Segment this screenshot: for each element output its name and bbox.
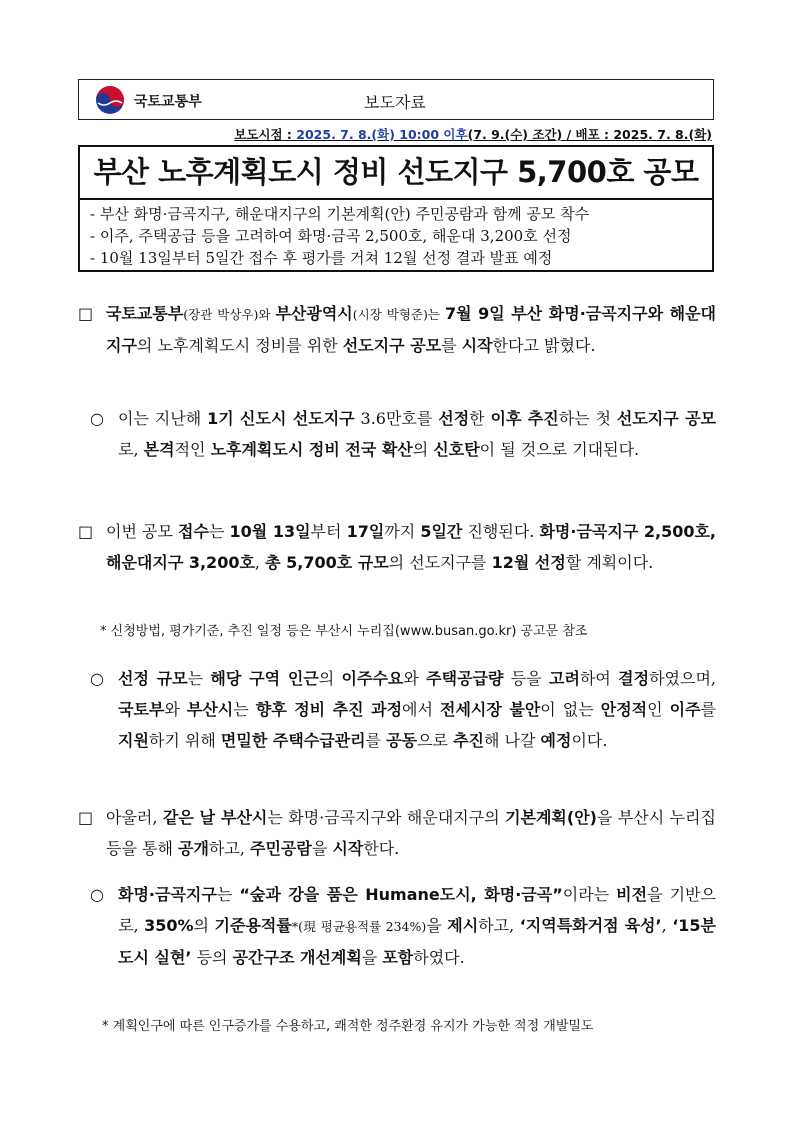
- text-segment: 해 나갈: [484, 731, 541, 750]
- text-segment: 한: [469, 409, 491, 428]
- text-segment: 면밀한 주택수급관리: [220, 731, 366, 750]
- text-segment: 노후계획도시 정비 전국 확산: [210, 440, 413, 459]
- text-segment: 예정: [540, 731, 572, 750]
- text-segment: 비전: [616, 885, 648, 904]
- text-segment: 부산광역시: [275, 304, 353, 323]
- text-segment: 선도지구 공모: [342, 336, 442, 355]
- box-bullet: □: [78, 522, 94, 541]
- subtitle-line: - 10월 13일부터 5일간 접수 후 평가를 거쳐 12월 선정 결과 발표 예정: [90, 249, 553, 267]
- footnote-1: [100, 622, 587, 642]
- embargo-prefix: 보도시점 :: [234, 127, 297, 142]
- text-segment: 는: [187, 669, 211, 688]
- text-segment: 이 없는: [540, 700, 601, 719]
- text-segment: 한다.: [363, 839, 400, 858]
- text-segment: 지원: [118, 731, 149, 750]
- text-segment: 을: [311, 839, 333, 858]
- text-segment: 부터: [310, 522, 347, 541]
- subtitle-box: [78, 200, 714, 272]
- text-segment: *(現 평균용적률 234%): [291, 919, 427, 934]
- circle-bullet: ○: [90, 409, 104, 428]
- text-segment: 을 기반으로,: [118, 885, 716, 935]
- text-segment: 포함: [382, 948, 414, 967]
- text-segment: 하고,: [208, 839, 251, 858]
- embargo-line: [0, 125, 712, 143]
- text-segment: ‘15분 도시 실현’: [118, 916, 717, 967]
- box-bullet: □: [78, 304, 94, 323]
- paragraph-2: [78, 516, 717, 578]
- subtitle-line: - 이주, 주택공급 등을 고려하여 화명·금곡 2,500호, 해운대 3,200호 선정: [90, 227, 572, 245]
- text-segment: 17일: [346, 522, 385, 541]
- text-segment: 12월 선정: [491, 553, 566, 572]
- text-segment: 의 노후계획도시 정비를 위한: [136, 336, 343, 355]
- text-segment: 국토교통부: [106, 304, 184, 323]
- text-segment: 화명·금곡지구 2,500호, 해운대지구 3,200호: [106, 522, 717, 572]
- text-segment: 를: [441, 336, 462, 355]
- text-segment: 할 계획이다.: [565, 553, 654, 572]
- text-segment: 주택공급량: [426, 669, 504, 688]
- text-segment: 공간구조 개선계획: [232, 948, 362, 967]
- text-segment: 350%: [144, 916, 194, 935]
- text-segment: 적인: [174, 440, 211, 459]
- text-segment: 신호탄: [433, 440, 480, 459]
- text-segment: 부산시: [186, 700, 234, 719]
- text-segment: 을: [426, 916, 448, 935]
- text-segment: 안정적: [600, 700, 648, 719]
- text-segment: 를: [365, 731, 387, 750]
- text-segment: 전세시장 불안: [440, 700, 541, 719]
- text-segment: 이라는: [562, 885, 617, 904]
- text-segment: 을: [361, 948, 383, 967]
- box-bullet: □: [78, 808, 94, 827]
- header-box: [78, 79, 714, 120]
- ministry-logo-icon: [95, 85, 125, 115]
- text-segment: 이주수요: [341, 669, 404, 688]
- text-segment: 으로: [417, 731, 454, 750]
- note-marker: *: [100, 624, 107, 639]
- text-segment: 이주: [669, 700, 701, 719]
- text-segment: 본격: [143, 440, 175, 459]
- text-segment: 아울러,: [106, 808, 163, 827]
- embargo-date: 2025. 7. 8.(화) 10:00 이후: [296, 127, 468, 142]
- paragraph-1: [78, 298, 717, 361]
- paragraph-2a: [90, 663, 717, 756]
- text-segment: 이번 공모: [106, 522, 179, 541]
- text-segment: 하였다.: [413, 948, 465, 967]
- text-segment: ‘지역특화거점 육성’: [519, 916, 662, 935]
- text-segment: 를: [700, 700, 717, 719]
- text-segment: 의: [193, 916, 215, 935]
- text-segment: 로,: [118, 440, 144, 459]
- text-segment: 제시: [447, 916, 479, 935]
- note-text: 신청방법, 평가기준, 추진 일정 등은 부산시 누리집(www.busan.go.kr) 공고문 참조: [110, 624, 588, 639]
- text-segment: 하였으며,: [649, 669, 716, 688]
- text-segment: 이는 지난해: [118, 409, 208, 428]
- text-segment: 등을: [503, 669, 549, 688]
- text-segment: 와: [164, 700, 187, 719]
- text-segment: 3.6만호를: [354, 409, 439, 428]
- text-segment: 같은 날 부산시: [162, 808, 268, 827]
- text-segment: 고려: [549, 669, 580, 688]
- text-segment: 이후 추진: [490, 409, 559, 428]
- text-segment: 10월 13일: [229, 522, 311, 541]
- text-segment: 와: [403, 669, 427, 688]
- text-segment: 총 5,700호 규모: [265, 553, 389, 572]
- subtitle-line: - 부산 화명·금곡지구, 해운대지구의 기본계획(안) 주민공람과 함께 공모 착수: [90, 205, 590, 223]
- text-segment: 공개: [178, 839, 209, 858]
- circle-bullet: ○: [90, 885, 104, 904]
- text-segment: (시장 박형준)는: [352, 307, 445, 322]
- embargo-suffix: (7. 9.(수) 조간) / 배포 : 2025. 7. 8.(화): [467, 127, 712, 142]
- text-segment: 을 부산시 누리집 등을 통해: [106, 808, 716, 858]
- text-segment: 1기 신도시 선도지구: [207, 409, 355, 428]
- text-segment: 선도지구 공모: [616, 409, 717, 428]
- text-segment: 하는 첫: [558, 409, 617, 428]
- text-segment: 접수: [178, 522, 209, 541]
- org-name: 국토교통부: [134, 94, 202, 110]
- text-segment: 주민공람: [250, 839, 312, 858]
- page-title: 부산 노후계획도시 정비 선도지구 5,700호 공모: [93, 155, 699, 189]
- text-segment: 공동: [386, 731, 418, 750]
- text-segment: 까지: [384, 522, 421, 541]
- text-segment: 기준용적률: [214, 916, 292, 935]
- paragraph-3a: [90, 879, 717, 973]
- text-segment: 는: [208, 522, 230, 541]
- paragraph-3: [78, 802, 716, 864]
- note-text: 계획인구에 따른 인구증가를 수용하고, 쾌적한 정주환경 유지가 가능한 적정 개발밀도: [112, 1019, 594, 1034]
- text-segment: 이 될 것으로 기대된다.: [479, 440, 640, 459]
- note-marker: *: [102, 1019, 109, 1034]
- text-segment: ,: [254, 553, 266, 572]
- text-segment: 향후 정비 추진 과정: [255, 700, 403, 719]
- text-segment: 추진: [453, 731, 484, 750]
- text-segment: 는 화명·금곡지구와 해운대지구의: [267, 808, 506, 827]
- footnote-2: [102, 1017, 594, 1037]
- text-segment: 시작: [332, 839, 364, 858]
- doc-type-label: 보도자료: [364, 93, 426, 112]
- text-segment: 하여: [579, 669, 619, 688]
- text-segment: 하기 위해: [148, 731, 221, 750]
- text-segment: 이다.: [571, 731, 608, 750]
- text-segment: 화명·금곡지구: [118, 885, 217, 904]
- text-segment: 등의: [191, 948, 233, 967]
- text-segment: 시작: [461, 336, 493, 355]
- text-segment: 의: [318, 669, 342, 688]
- text-segment: 5일간: [420, 522, 463, 541]
- text-segment: 인: [647, 700, 670, 719]
- text-segment: 는: [233, 700, 256, 719]
- text-segment: 선정 규모: [118, 669, 188, 688]
- text-segment: 진행된다.: [462, 522, 540, 541]
- text-segment: 기본계획(안): [505, 808, 597, 827]
- text-segment: (장관 박상우)와: [183, 307, 276, 322]
- text-segment: 하고,: [478, 916, 520, 935]
- paragraph-1a: [90, 403, 717, 465]
- text-segment: ,: [661, 916, 673, 935]
- text-segment: 에서: [402, 700, 440, 719]
- text-segment: 한다고 밝혔다.: [492, 336, 596, 355]
- text-segment: 해당 구역 인근: [210, 669, 319, 688]
- text-segment: 국토부: [118, 700, 165, 719]
- text-segment: “숲과 강을 품은 Humane도시, 화명·금곡”: [239, 885, 563, 904]
- text-segment: 선정: [438, 409, 470, 428]
- title-box: [78, 145, 714, 200]
- text-segment: 는: [216, 885, 240, 904]
- circle-bullet: ○: [90, 669, 104, 688]
- text-segment: 7월 9일 부산 화명·금곡지구와 해운대지구: [106, 304, 717, 355]
- text-segment: 의: [412, 440, 434, 459]
- text-segment: 의 선도지구를: [388, 553, 492, 572]
- text-segment: 결정: [618, 669, 650, 688]
